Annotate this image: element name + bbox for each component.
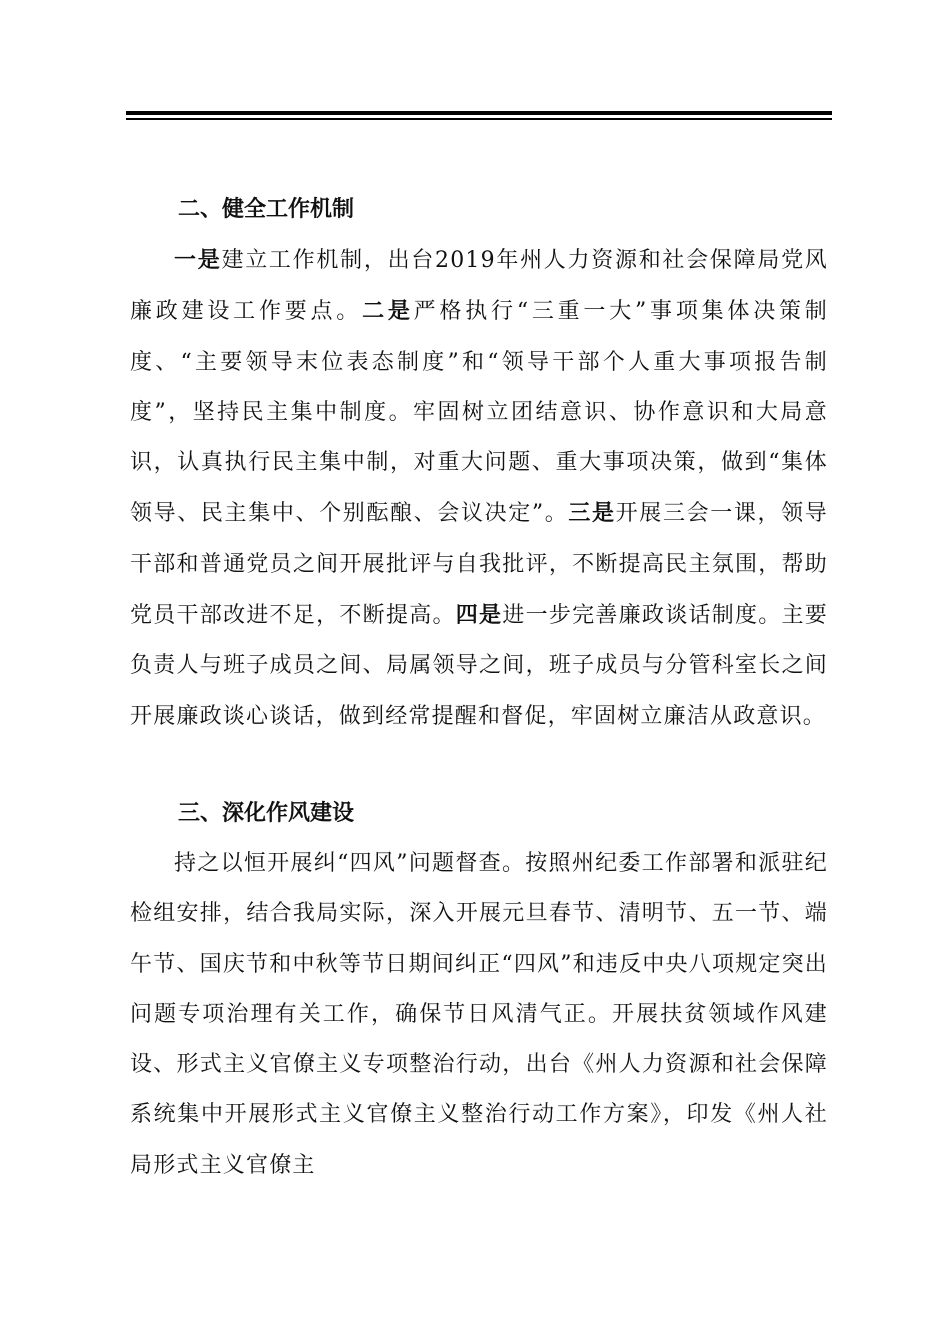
header-rule-thick [126, 111, 832, 115]
section-heading-3: 三、深化作风建设 [178, 801, 355, 826]
paragraph-segment-1: 建立工作机制，出台2019年州人力资源和社会保障局党风廉政建设工作要点。 [130, 248, 828, 325]
section-2-paragraph [130, 235, 828, 789]
marker-two: 二是 [362, 298, 414, 325]
paragraph-segment-2: 严格执行“三重一大”事项集体决策制度、“主要领导末位表态制度”和“领导干部个人重大事项报告制度”，坚持民主集中制度。牢固树立团结意识、协作意识和大局意识，认真执行民主集中制，对重大问题、重大事项决策，做到“集体领导、民主集中、个别酝酿、会议决定”。 [130, 299, 828, 527]
marker-four: 四是 [455, 602, 503, 629]
section-heading-2: 二、健全工作机制 [178, 197, 355, 222]
document-body [130, 185, 828, 1243]
paragraph-segment-3: 开展三会一课，领导干部和普通党员之间开展批评与自我批评，不断提高民主氛围，帮助党员干部改进不足，不断提高。 [130, 501, 828, 629]
paragraph-segment-4: 进一步完善廉政谈话制度。主要负责人与班子成员之间、局属领导之间，班子成员与分管科室长之间开展廉政谈心谈话，做到经常提醒和督促，牢固树立廉洁从政意识。 [130, 603, 828, 729]
section-3-paragraph: 持之以恒开展纠“四风”问题督查。按照州纪委工作部署和派驻纪检组安排，结合我局实际，深入开展元旦春节、清明节、五一节、端午节、国庆节和中秋等节日期间纠正“四风”和违反中央八项规定突出问题专项治理有关工作，确保节日风清气正。开展扶贫领域作风建设、形式主义官僚主义专项整治行动，出台《州人力资源和社会保障系统集中开展形式主义官僚主义整治行动工作方案》，印发《州人社局形式主义官僚主 [130, 851, 828, 1178]
header-rule-thin [126, 118, 832, 120]
marker-one: 一是 [174, 247, 222, 273]
marker-three: 三是 [568, 500, 616, 527]
